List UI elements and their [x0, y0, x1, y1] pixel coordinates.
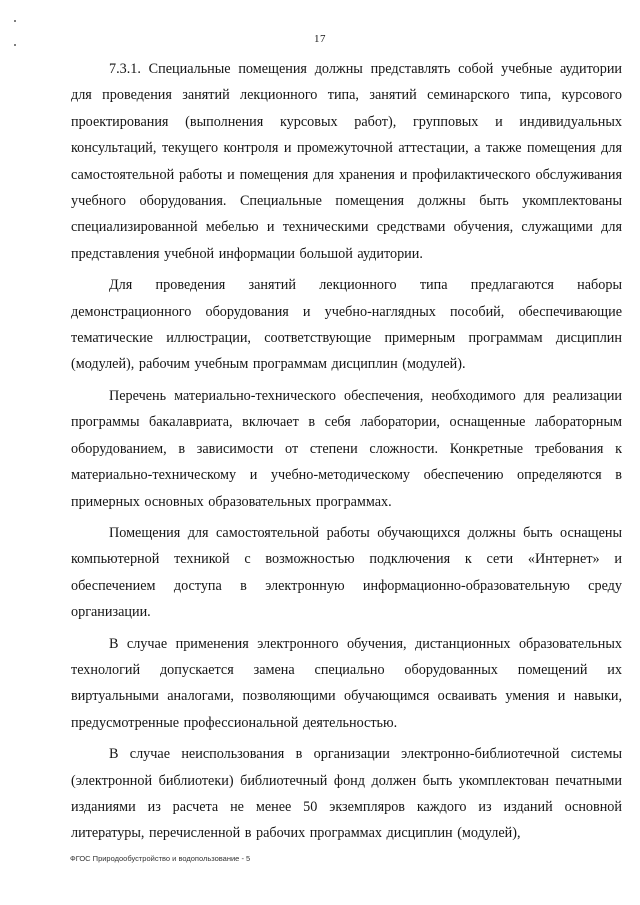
page-number: 17	[314, 33, 326, 45]
paragraph-library-fund: В случае неиспользования в организации электронно-библиотечной системы (электронной библиотеки) библиотечный фонд должен быть укомплектован печатными изданиями из расчета не менее 50 экземпляров каждого из изданий основной литературы, перечисленной в рабочих программах дисциплин (модулей),	[71, 746, 622, 842]
paragraph-7-3-1: 7.3.1. Специальные помещения должны представлять собой учебные аудитории для проведения занятий лекционного типа, занятий семинарского типа, курсового проектирования (выполнения курсовых работ), групповых и индивидуальных консультаций, текущего контроля и промежуточной аттестации, а также помещения для самостоятельной работы и помещения для хранения и профилактического обслуживания учебного оборудования. Специальные помещения должны быть укомплектованы специализированной мебелью и техническими средствами обучения, служащими для представления учебной информации большой аудитории.	[71, 61, 622, 262]
paragraph-material-technical-list: Перечень материально-технического обеспечения, необходимого для реализации программы бакалавриата, включает в себя лаборатории, оснащенные лабораторным оборудованием, в зависимости от степени сложности. Конкретные требования к материально-техническому и учебно-методическому обеспечению определяются в примерных основных образовательных программах.	[71, 387, 622, 510]
scan-dot	[14, 20, 16, 22]
paragraph-e-learning: В случае применения электронного обучения, дистанционных образовательных технологий допускается замена специально оборудованных помещений их виртуальными аналогами, позволяющими обучающимся осваивать умения и навыки, предусмотренные профессиональной деятельностью.	[71, 635, 622, 731]
paragraph-lecture-equipment: Для проведения занятий лекционного типа предлагаются наборы демонстрационного оборудования и учебно-наглядных пособий, обеспечивающие тематические иллюстрации, соответствующие примерным программам дисциплин (модулей), рабочим учебным программам дисциплин (модулей).	[71, 277, 622, 373]
document-body	[71, 56, 622, 852]
footer-text: ФГОС Природообустройство и водопользование - 5	[70, 854, 251, 863]
paragraph-self-study-rooms: Помещения для самостоятельной работы обучающихся должны быть оснащены компьютерной техникой с возможностью подключения к сети «Интернет» и обеспечением доступа в электронную информационно-образовательную среду организации.	[71, 524, 622, 621]
